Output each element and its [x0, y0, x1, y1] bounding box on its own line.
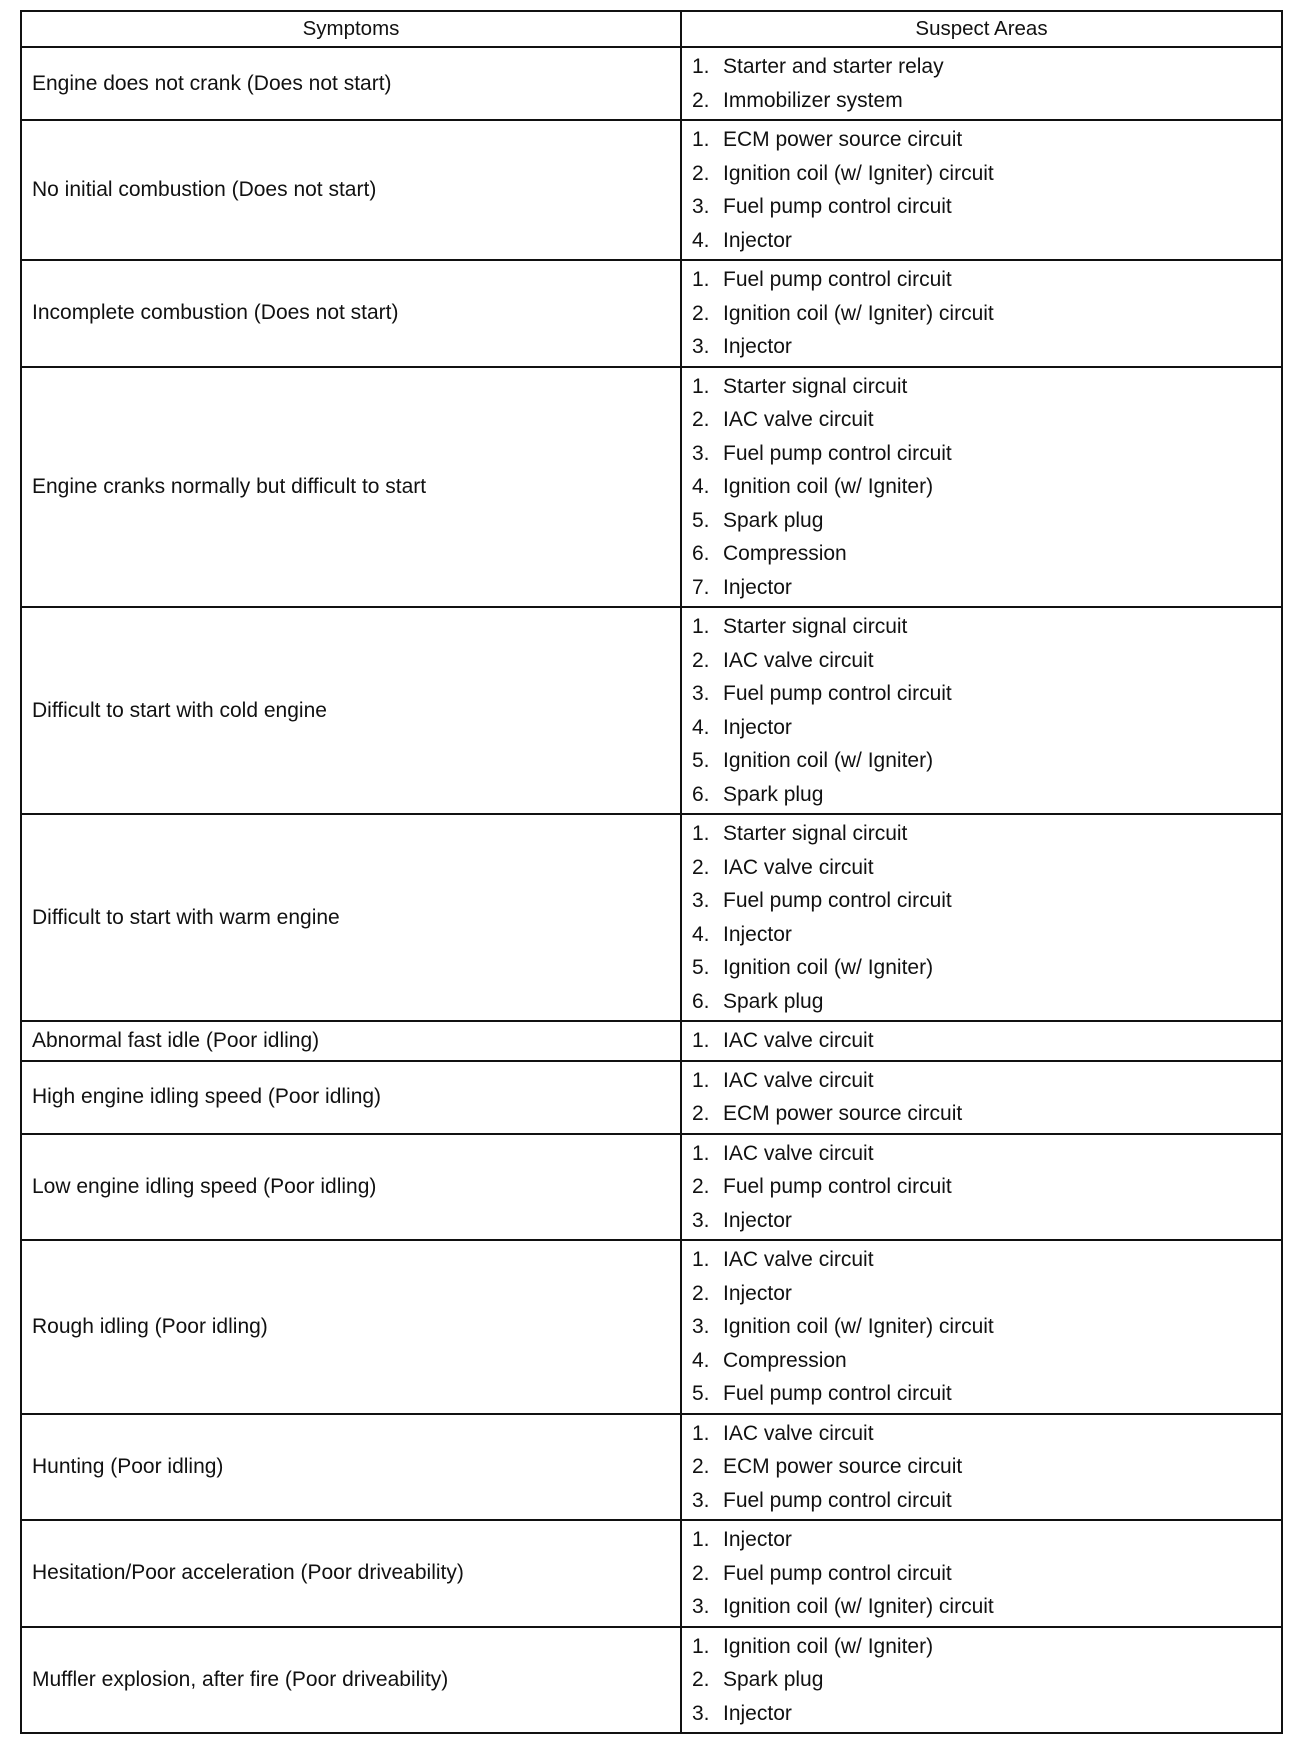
suspect-area-text: Spark plug: [723, 1668, 824, 1691]
item-number: 2.: [692, 1668, 710, 1691]
suspect-area-item: [692, 1137, 1281, 1171]
item-number: 1.: [692, 822, 710, 845]
item-number: 6.: [692, 989, 710, 1013]
suspect-area-list: [682, 1241, 1281, 1413]
suspect-area-item: [692, 190, 1281, 224]
suspect-area-item: [692, 1523, 1281, 1557]
suspect-areas-cell: [681, 1061, 1282, 1134]
suspect-area-list: [682, 1062, 1281, 1133]
suspect-area-text: Injector: [723, 228, 792, 252]
suspect-area-item: [692, 778, 1281, 812]
suspect-area-item: [692, 918, 1281, 952]
symptom-cell: Low engine idling speed (Poor idling): [21, 1134, 681, 1241]
symptoms-header: Symptoms: [21, 11, 681, 47]
suspect-area-item: [692, 330, 1281, 364]
item-number: 5.: [692, 956, 710, 979]
suspect-areas-cell: [681, 1021, 1282, 1061]
item-number: 4.: [692, 715, 710, 739]
suspect-area-text: IAC valve circuit: [723, 1421, 874, 1445]
symptom-cell: Engine cranks normally but difficult to start: [21, 367, 681, 608]
suspect-area-item: [692, 1484, 1281, 1518]
suspect-area-list: [682, 121, 1281, 259]
suspect-area-list: [682, 1415, 1281, 1520]
suspect-area-item: [692, 1170, 1281, 1204]
item-number: 2.: [692, 1281, 710, 1305]
suspect-areas-cell: [681, 1134, 1282, 1241]
suspect-area-list: [682, 1135, 1281, 1240]
suspect-area-list: [682, 1521, 1281, 1626]
item-number: 2.: [692, 301, 710, 325]
item-number: 4.: [692, 922, 710, 946]
suspect-area-item: [692, 851, 1281, 885]
suspect-area-item: [692, 1310, 1281, 1344]
suspect-area-text: ECM power source circuit: [723, 1455, 963, 1478]
item-number: 3.: [692, 682, 710, 705]
suspect-area-item: [692, 84, 1281, 118]
suspect-area-text: Injector: [723, 1528, 792, 1551]
suspect-area-text: IAC valve circuit: [723, 1248, 874, 1271]
suspect-area-text: Ignition coil (w/ Igniter) circuit: [723, 1315, 994, 1338]
table-row: [21, 1627, 1282, 1734]
suspect-area-list: [682, 608, 1281, 813]
item-number: 3.: [692, 1208, 710, 1232]
suspect-area-text: Ignition coil (w/ Igniter) circuit: [723, 1595, 994, 1618]
suspect-area-text: Fuel pump control circuit: [723, 889, 952, 912]
suspect-area-item: [692, 1243, 1281, 1277]
suspect-area-text: IAC valve circuit: [723, 1068, 874, 1092]
item-number: 2.: [692, 1561, 710, 1585]
suspect-area-text: Fuel pump control circuit: [723, 195, 952, 218]
suspect-area-text: Starter signal circuit: [723, 374, 908, 398]
suspect-area-text: Fuel pump control circuit: [723, 682, 952, 705]
symptom-cell: Hunting (Poor idling): [21, 1414, 681, 1521]
symptom-cell: Engine does not crank (Does not start): [21, 47, 681, 120]
suspect-area-item: [692, 1557, 1281, 1591]
suspect-areas-cell: [681, 367, 1282, 608]
symptom-cell: Difficult to start with warm engine: [21, 814, 681, 1021]
suspect-area-item: [692, 370, 1281, 404]
suspect-area-item: [692, 1277, 1281, 1311]
suspect-area-item: [692, 1064, 1281, 1098]
suspect-area-text: Ignition coil (w/ Igniter): [723, 475, 934, 498]
item-number: 4.: [692, 228, 710, 252]
suspect-area-text: ECM power source circuit: [723, 128, 963, 151]
item-number: 2.: [692, 161, 710, 185]
suspect-area-item: [692, 884, 1281, 918]
table-row: [21, 1061, 1282, 1134]
symptom-cell: Incomplete combustion (Does not start): [21, 260, 681, 367]
suspect-areas-cell: [681, 47, 1282, 120]
suspect-area-item: [692, 817, 1281, 851]
item-number: 3.: [692, 335, 710, 358]
suspect-area-item: [692, 537, 1281, 571]
suspect-area-item: [692, 224, 1281, 258]
item-number: 7.: [692, 575, 710, 599]
item-number: 3.: [692, 889, 710, 912]
table-row: [21, 47, 1282, 120]
suspect-area-item: [692, 470, 1281, 504]
suspect-area-item: [692, 1204, 1281, 1238]
suspect-area-item: [692, 504, 1281, 538]
suspect-area-item: [692, 1024, 1281, 1058]
item-number: 2.: [692, 855, 710, 879]
suspect-area-item: [692, 985, 1281, 1019]
suspect-area-item: [692, 437, 1281, 471]
suspect-area-list: [682, 261, 1281, 366]
suspect-areas-cell: [681, 1520, 1282, 1627]
suspect-area-text: Ignition coil (w/ Igniter): [723, 956, 934, 979]
suspect-area-item: [692, 50, 1281, 84]
suspect-area-text: Spark plug: [723, 508, 824, 532]
item-number: 1.: [692, 374, 710, 398]
item-number: 2.: [692, 1102, 710, 1125]
suspect-areas-cell: [681, 814, 1282, 1021]
suspect-area-item: [692, 263, 1281, 297]
suspect-areas-cell: [681, 1240, 1282, 1414]
suspect-area-item: [692, 1344, 1281, 1378]
item-number: 3.: [692, 441, 710, 465]
symptom-cell: Muffler explosion, after fire (Poor driveability): [21, 1627, 681, 1734]
item-number: 5.: [692, 749, 710, 772]
item-number: 2.: [692, 88, 710, 112]
suspect-area-item: [692, 1450, 1281, 1484]
suspect-area-text: IAC valve circuit: [723, 1029, 874, 1052]
item-number: 1.: [692, 615, 710, 638]
item-number: 4.: [692, 475, 710, 498]
suspect-area-list: [682, 1022, 1281, 1060]
item-number: 1.: [692, 268, 710, 291]
suspect-area-text: Fuel pump control circuit: [723, 1488, 952, 1512]
suspect-area-item: [692, 1630, 1281, 1664]
table-row: [21, 607, 1282, 814]
suspect-area-text: Injector: [723, 715, 792, 739]
item-number: 2.: [692, 1175, 710, 1198]
suspect-area-text: Fuel pump control circuit: [723, 1175, 952, 1198]
table-body: [21, 47, 1282, 1733]
item-number: 3.: [692, 1701, 710, 1725]
suspect-area-text: IAC valve circuit: [723, 855, 874, 879]
suspect-area-item: [692, 744, 1281, 778]
suspect-area-text: Injector: [723, 575, 792, 599]
symptom-cell: No initial combustion (Does not start): [21, 120, 681, 260]
symptom-cell: High engine idling speed (Poor idling): [21, 1061, 681, 1134]
suspect-areas-cell: [681, 260, 1282, 367]
item-number: 3.: [692, 1315, 710, 1338]
suspect-area-item: [692, 1697, 1281, 1731]
table-row: [21, 1240, 1282, 1414]
suspect-area-item: [692, 157, 1281, 191]
item-number: 1.: [692, 1068, 710, 1092]
suspect-area-item: [692, 1097, 1281, 1131]
suspect-area-text: Compression: [723, 1348, 847, 1372]
suspect-area-text: Fuel pump control circuit: [723, 1382, 952, 1405]
table-row: [21, 260, 1282, 367]
item-number: 2.: [692, 648, 710, 672]
suspect-area-item: [692, 1377, 1281, 1411]
item-number: 1.: [692, 1141, 710, 1165]
suspect-area-item: [692, 403, 1281, 437]
suspect-area-text: Immobilizer system: [723, 88, 903, 112]
suspect-area-text: Ignition coil (w/ Igniter) circuit: [723, 161, 994, 185]
table-row: [21, 1414, 1282, 1521]
suspect-area-list: [682, 815, 1281, 1020]
suspect-area-text: Injector: [723, 1208, 792, 1232]
suspect-areas-cell: [681, 1414, 1282, 1521]
suspect-area-list: [682, 368, 1281, 607]
item-number: 2.: [692, 1455, 710, 1478]
suspect-area-text: Fuel pump control circuit: [723, 441, 952, 465]
suspect-area-text: IAC valve circuit: [723, 648, 874, 672]
item-number: 2.: [692, 408, 710, 431]
table-row: [21, 1021, 1282, 1061]
suspect-areas-cell: [681, 1627, 1282, 1734]
item-number: 3.: [692, 1488, 710, 1512]
item-number: 1.: [692, 55, 710, 78]
item-number: 1.: [692, 1029, 710, 1052]
item-number: 1.: [692, 1421, 710, 1445]
suspect-areas-cell: [681, 120, 1282, 260]
table-row: [21, 1134, 1282, 1241]
suspect-area-text: Starter and starter relay: [723, 55, 944, 78]
suspect-area-list: [682, 48, 1281, 119]
symptom-cell: Hesitation/Poor acceleration (Poor driveability): [21, 1520, 681, 1627]
item-number: 1.: [692, 128, 710, 151]
suspect-area-item: [692, 297, 1281, 331]
table-row: [21, 814, 1282, 1021]
symptom-table: [20, 10, 1283, 1734]
suspect-area-text: Ignition coil (w/ Igniter) circuit: [723, 301, 994, 325]
table-row: [21, 367, 1282, 608]
item-number: 5.: [692, 508, 710, 532]
troubleshooting-table-container: [20, 10, 1281, 1734]
suspect-area-text: Ignition coil (w/ Igniter): [723, 749, 934, 772]
suspect-area-item: [692, 677, 1281, 711]
suspect-area-text: Spark plug: [723, 782, 824, 806]
symptom-cell: Rough idling (Poor idling): [21, 1240, 681, 1414]
suspect-area-text: Fuel pump control circuit: [723, 1561, 952, 1585]
suspect-area-list: [682, 1628, 1281, 1733]
suspect-area-text: Injector: [723, 1281, 792, 1305]
suspect-area-text: Starter signal circuit: [723, 822, 908, 845]
item-number: 1.: [692, 1528, 710, 1551]
item-number: 6.: [692, 542, 710, 565]
suspect-area-item: [692, 644, 1281, 678]
symptom-cell: Abnormal fast idle (Poor idling): [21, 1021, 681, 1061]
item-number: 3.: [692, 195, 710, 218]
suspect-area-text: IAC valve circuit: [723, 1141, 874, 1165]
item-number: 3.: [692, 1595, 710, 1618]
suspect-area-item: [692, 951, 1281, 985]
suspect-area-text: IAC valve circuit: [723, 408, 874, 431]
suspect-area-item: [692, 1663, 1281, 1697]
suspect-area-text: ECM power source circuit: [723, 1102, 963, 1125]
suspect-area-text: Spark plug: [723, 989, 824, 1013]
table-row: [21, 1520, 1282, 1627]
suspect-area-item: [692, 610, 1281, 644]
suspect-area-item: [692, 711, 1281, 745]
suspect-area-text: Fuel pump control circuit: [723, 268, 952, 291]
table-row: [21, 120, 1282, 260]
suspect-area-text: Ignition coil (w/ Igniter): [723, 1634, 934, 1658]
suspect-area-text: Injector: [723, 1701, 792, 1725]
suspect-area-text: Injector: [723, 335, 792, 358]
suspect-area-text: Injector: [723, 922, 792, 946]
item-number: 4.: [692, 1348, 710, 1372]
symptom-cell: Difficult to start with cold engine: [21, 607, 681, 814]
suspect-areas-cell: [681, 607, 1282, 814]
suspect-area-item: [692, 1417, 1281, 1451]
suspect-area-text: Starter signal circuit: [723, 615, 908, 638]
suspect-area-item: [692, 571, 1281, 605]
suspect-area-item: [692, 1590, 1281, 1624]
suspect-area-item: [692, 123, 1281, 157]
item-number: 1.: [692, 1634, 710, 1658]
item-number: 1.: [692, 1248, 710, 1271]
item-number: 6.: [692, 782, 710, 806]
item-number: 5.: [692, 1382, 710, 1405]
suspect-area-text: Compression: [723, 542, 847, 565]
suspect-areas-header: Suspect Areas: [681, 11, 1282, 47]
header-row: [21, 11, 1282, 47]
